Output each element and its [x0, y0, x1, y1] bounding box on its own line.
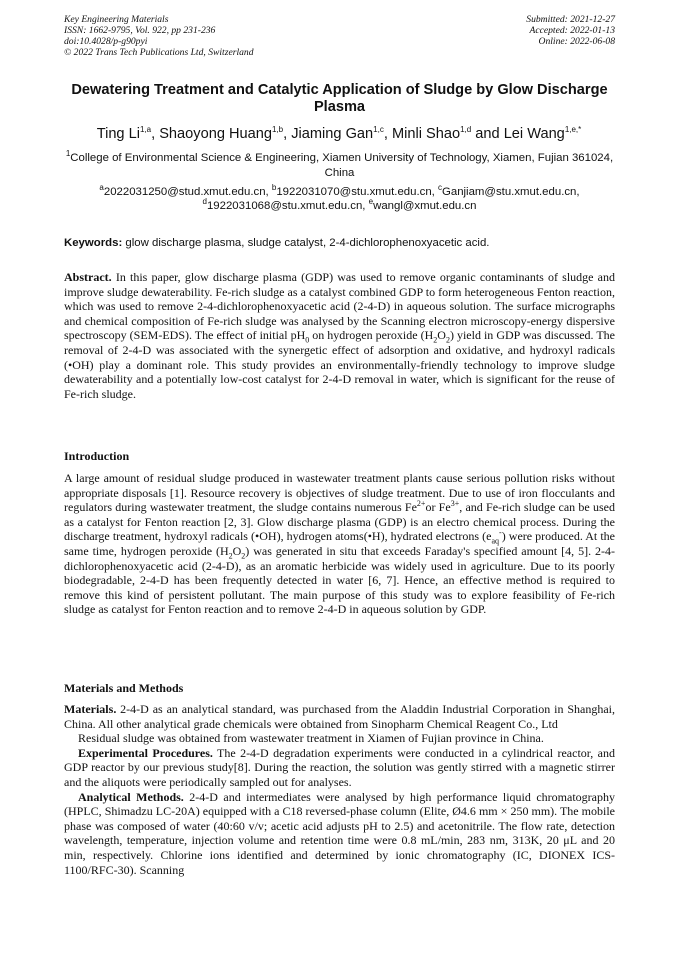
author-sup: 1,c — [373, 125, 384, 135]
paper-title: Dewatering Treatment and Catalytic Application of Sludge by Glow Discharge Plasma — [71, 82, 608, 115]
online-date: Online: 2022-06-08 — [538, 36, 615, 47]
author-name: Shaoyong Huang — [159, 126, 272, 142]
affiliation — [64, 151, 615, 181]
author-list: Ting Li$^{1,a}$, Shaoyong Huang$^{1,b}$, Jiaming Gan$^{1,c}$, Minli Shao$^{1,d}$ and Lei Wang$^{1,e,*}$ — [96, 125, 582, 142]
materials-label: Materials. — [64, 702, 117, 716]
experimental-label: Experimental Procedures. — [78, 745, 213, 760]
affiliation-text: College of Environmental Science & Engineering, Xiamen University of Technology, Xiamen, Fujian 361024, China — [70, 152, 614, 179]
keywords-text: glow discharge plasma, sludge catalyst, 2-4-dichlorophenoxyacetic acid. — [125, 237, 490, 249]
introduction-text: A large amount of residual sludge produced in wastewater treatment plants cause serious pollution risks without appropriate disposals [1]. Resource recovery is objectives of sludge treatment. Due to use of iron flocculants and regulators during wastewater treatment, the sludge contains numerous $Fe^{2+}or$ $Fe^{3+}$, and Fe-rich sludge can be used as a catalyst for Fenton reaction [2, 3]. Glow discharge plasma (GDP) is an electro chemical process. During the discharge treatment, hydroxyl radicals (•OH), hydrogen atoms(•H), hydrated electrons $(e_{aq}^-)$ were produced. At the same time, hydrogen peroxide $(H_2O_2)$ was generated in situ that exceeds Faraday's specified amount [4, 5]. 2-4-dichlorophenoxyacetic acid (2-4-D), as an aromatic herbicide was widely used in agriculture. Due to its poorly biodegradable, 2-4-D has been frequently detected in water [6, 7]. Hence, an effective method is required to remove this kind of persistent pollutant. The main purpose of this study was to explore feasibility of Fe-rich sludge as catalyst for Fenton reaction and to remove 2-4-D in aqueous solution by GDP. — [64, 471, 615, 617]
abstract: Abstract. In this paper, glow discharge plasma (GDP) was used to remove organic contaminants of sludge and improve sludge dewaterability. Fe-rich sludge as a catalyst combined GDP to form heterogeneous Fenton reaction, which was used to remove 2-4-dichlorophenoxyacetic acid (2-4-D) in aqueous solution. The surface micrographs and chemical composition of Fe-rich sludge was analysed by the Scanning electron microscopy-energy dispersive spectroscopy (SEM-EDS). The effect of initial $pH_0$ on hydrogen peroxide $(H_2O_2)$ yield in GDP was discussed. The removal of 2-4-D was associated with the synergetic effect of adsorption and oxidative, and hydroxyl radicals (•OH) play a dominant role. This study provides an environmentally-friendly technology to improve sludge dewaterability and a potentially low-cost catalyst for 2-4-D removal in water, which is significant for the reuse of Fe-rich sludge. — [64, 270, 616, 401]
email-list: $^a$2022031250@stud.xmut.edu.cn, $^b$1922031070@stu.xmut.edu.cn, $^c$Ganjiam@stu.xmut.edu.cn, $^d$1922031068@stu.xmut.edu.cn, $^e$wangl@xmut.edu.cn — [99, 183, 580, 212]
abstract-label: Abstract. — [64, 270, 112, 284]
author-sup: 1,b — [272, 125, 284, 135]
affiliation-sup: 1 — [65, 149, 71, 159]
section-heading-materials-methods: Materials and Methods — [64, 681, 184, 695]
journal-name: Key Engineering Materials — [64, 14, 169, 25]
author-name: Jiaming Gan — [291, 126, 374, 142]
author-sup: 1,e,* — [564, 125, 582, 135]
materials-methods-text: Materials. 2-4-D as an analytical standard, was purchased from the Aladdin Industrial Corporation in Shanghai, China. All other analytical grade chemicals were obtained from Sinopharm Chemical Reagent Co., Ltd Residual sludge was obtained from wastewater treatment in Xiamen of Fujian province in China. Experimental Procedures. The 2-4-D degradation experiments were conducted in a cylindrical reactor, and GDP reactor by our previous study[8]. During the reaction, the solution was gently stirred with a magnetic stirrer and the aliquots were periodically sampled out for analyses. Analytical Methods. 2-4-D and intermediates were analysed by high performance liquid chromatography (HPLC, Shimadzu LC-20A) equipped with a C18 reversed-phase column (Elite, Ø4.6 mm × 250 mm). The mobile phase was composed of water (40:60 v/v; acetic acid adjusts pH to 2.5) and acetonitrile. The flow rate, detection wavelength, temperature, injection volume and retention time were 0.8 mL/min, 283 nm, 313K, 20 μL and 20 min, respectively. Chlorine ions identified and determined by ionic chromatography (IC, DIONEX ICS-1100/RFC-30). Scanning — [64, 702, 615, 877]
email-address[interactable]: 1922031070@stu.xmut.edu.cn — [276, 186, 432, 198]
issn-line: ISSN: 1662-9795, Vol. 922, pp 231-236 — [64, 25, 216, 36]
accepted-date: Accepted: 2022-01-13 — [529, 25, 615, 36]
author-name: Minli Shao — [391, 126, 461, 142]
section-heading-introduction: Introduction — [64, 449, 130, 463]
email-address[interactable]: 2022031250@stud.xmut.edu.cn — [103, 186, 266, 198]
submitted-date: Submitted: 2021-12-27 — [526, 14, 615, 25]
author-sup: 1,a — [139, 125, 152, 135]
copyright-line: © 2022 Trans Tech Publications Ltd, Switzerland — [64, 47, 254, 58]
keywords — [64, 236, 615, 250]
author-sup: 1,d — [460, 125, 472, 135]
author-name: Lei Wang — [503, 126, 565, 142]
author-name: Ting Li — [96, 126, 140, 142]
email-address[interactable]: Ganjiam@stu.xmut.edu.cn — [442, 186, 577, 198]
header-left — [64, 14, 254, 58]
keywords-label: Keywords: — [64, 237, 123, 249]
header-right — [526, 14, 615, 47]
email-address[interactable]: wangl@xmut.edu.cn — [373, 200, 477, 212]
email-address[interactable]: 1922031068@stu.xmut.edu.cn — [206, 200, 363, 212]
doi-line: doi:10.4028/p-g90pyi — [64, 36, 148, 47]
analytical-label: Analytical Methods. — [78, 789, 184, 804]
